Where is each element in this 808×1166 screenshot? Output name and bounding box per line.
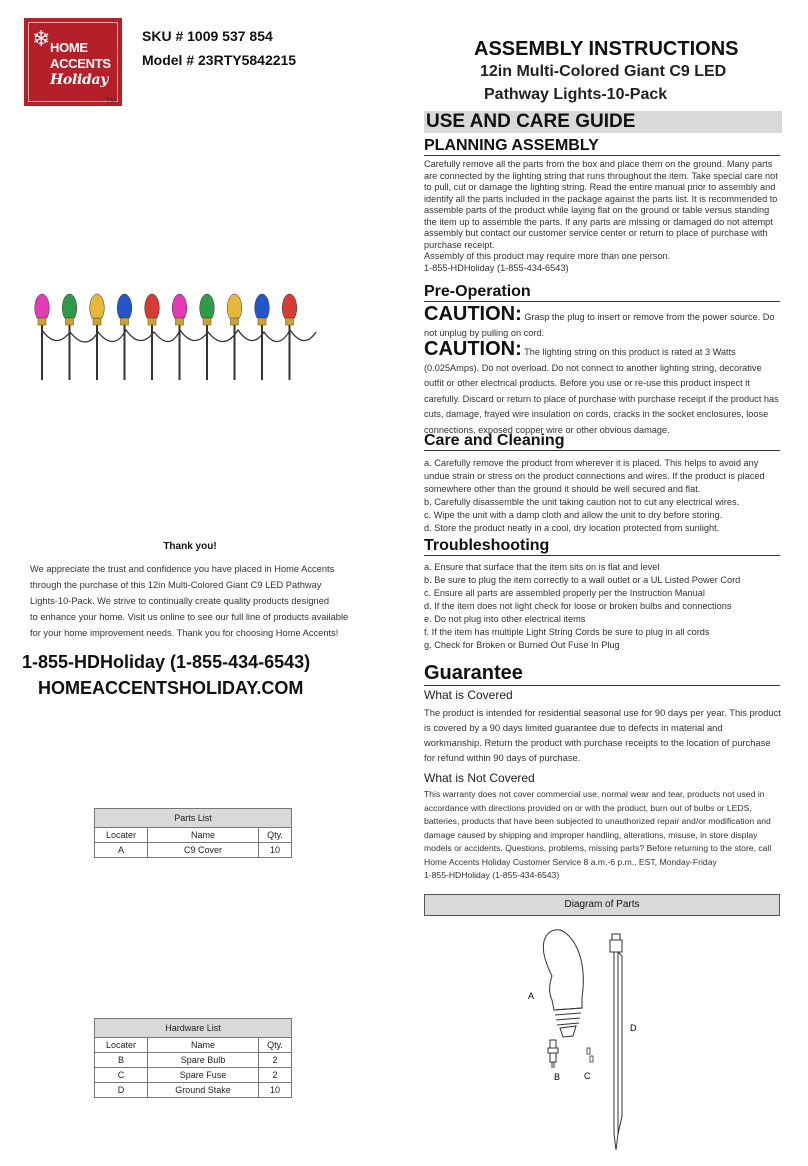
use-care-heading: USE AND CARE GUIDE (424, 111, 782, 133)
planning-body (424, 159, 782, 274)
trouble-list (424, 561, 782, 652)
model-number: Model # 23RTY5842215 (142, 52, 297, 68)
col-header: Name (148, 1038, 259, 1053)
trouble-item: g. Check for Broken or Burned Out Fuse In Plug (424, 640, 620, 650)
guarantee-heading: Guarantee (424, 662, 780, 686)
doc-title: ASSEMBLY INSTRUCTIONS (474, 38, 739, 60)
cell-name: Ground Stake (148, 1083, 259, 1098)
care-item: b. Carefully disassemble the unit taking caution not to cut any electrical wires. (424, 497, 740, 507)
caution-1 (424, 303, 782, 341)
col-header: Qty. (259, 1038, 292, 1053)
logo-text (50, 40, 111, 88)
label-d: D (630, 1023, 637, 1033)
table-header-row (95, 1038, 292, 1053)
caution-2 (424, 338, 782, 438)
hardware-list-title: Hardware List (95, 1019, 292, 1038)
table-row (95, 1083, 292, 1098)
thanks-line: to enhance your home. Visit us online to see our full line of products available (30, 612, 349, 622)
hardware-list-table (94, 1018, 292, 1098)
trademark: TM (106, 98, 117, 105)
bulb (117, 294, 132, 380)
cell-qty: 2 (259, 1068, 292, 1083)
covered-text: The product is intended for residential seasonal use for 90 days per year. This product is covered by a 90 days limited guarantee due to defects in material and workmanship. Return the product with purchase receipts to the location of purchase for refund within 90 days of purchase. (424, 707, 781, 763)
logo-line3: Holiday (50, 72, 109, 88)
caution-text-1: Grasp the plug to insert or remove from the power source. Do not unplug by pulling on cord. (424, 312, 775, 338)
bulb (255, 294, 270, 380)
not-covered-body: This warranty does not cover commercial use, normal wear and tear, products not used in accordance with directions provided on or with the product, burn out of bulbs or LEDS, batteries, products that have been subjected to unauthorized repair and/or modification and damage caused by shipping and improper handling, alterations, misuse, in store display models or accidents. Questions, problems, missing parts? Before returning to the store, call Home Accents Holiday Customer Service 8 a.m.-6 p.m., EST, Monday-Friday (424, 789, 772, 867)
care-item: c. Wipe the unit with a damp cloth and allow the unit to dry before storing. (424, 510, 723, 520)
bulb (35, 294, 50, 380)
bulb (227, 294, 242, 380)
caution-label-2: CAUTION: (424, 338, 522, 360)
trouble-item: d. If the item does not light check for loose or broken bulbs and connections (424, 601, 732, 611)
cell-name: C9 Cover (148, 843, 259, 858)
cell-qty: 10 (259, 1083, 292, 1098)
trouble-item: c. Ensure all parts are assembled properly per the Instruction Manual (424, 588, 705, 598)
cell-locater: B (95, 1053, 148, 1068)
thanks-heading: Thank you! (163, 541, 217, 552)
care-heading: Care and Cleaning (424, 432, 780, 451)
trouble-item: a. Ensure that surface that the item sits on is flat and level (424, 562, 660, 572)
col-header: Locater (95, 828, 148, 843)
caution-label-1: CAUTION: (424, 303, 522, 325)
trouble-item: e. Do not plug into other electrical items (424, 614, 586, 624)
bulb (172, 294, 187, 380)
planning-heading: PLANNING ASSEMBLY (424, 137, 780, 156)
c9-cover-drawing (543, 930, 583, 1037)
sku-number: SKU # 1009 537 854 (142, 28, 273, 44)
thanks-line: for your home improvement needs. Thank you for choosing Home Accents! (30, 628, 339, 638)
diagram-title: Diagram of Parts (424, 894, 780, 916)
covered-heading: What is Covered (424, 688, 513, 702)
col-header: Qty. (259, 828, 292, 843)
table-row (95, 1053, 292, 1068)
trouble-heading: Troubleshooting (424, 537, 780, 556)
cell-locater: A (95, 843, 148, 858)
thanks-line: through the purchase of this 12in Multi-Colored Giant C9 LED Pathway (30, 580, 322, 590)
planning-note: Assembly of this product may require more than one person. (424, 251, 671, 261)
cell-qty: 2 (259, 1053, 292, 1068)
spare-bulb-drawing (548, 1040, 558, 1068)
thanks-line: Lights-10-Pack. We strive to continually create quality products designed (30, 596, 330, 606)
contact-phone: 1-855-HDHoliday (1-855-434-6543) (22, 652, 311, 672)
cell-locater: C (95, 1068, 148, 1083)
not-covered-heading: What is Not Covered (424, 771, 535, 785)
label-b: B (554, 1072, 561, 1082)
planning-phone: 1-855-HDHoliday (1-855-434-6543) (424, 262, 569, 273)
col-header: Name (148, 828, 259, 843)
cell-name: Spare Fuse (148, 1068, 259, 1083)
table-row (95, 1068, 292, 1083)
care-item: undue strain or stress on the product connections and wires. If the product is placed (424, 471, 765, 481)
label-a: A (528, 991, 535, 1001)
product-illustration (28, 290, 358, 400)
care-item: d. Store the product neatly in a cool, dry location protected from sunlight. (424, 523, 720, 533)
parts-list-table (94, 808, 292, 858)
product-name-line1: 12in Multi-Colored Giant C9 LED (480, 63, 727, 80)
label-c: C (584, 1071, 591, 1081)
table-row (95, 843, 292, 858)
not-covered-text (424, 788, 782, 883)
thanks-line: We appreciate the trust and confidence you have placed in Home Accents (30, 564, 335, 574)
logo-line1: HOME (50, 40, 88, 55)
col-header: Locater (95, 1038, 148, 1053)
care-item: somewhere other than the ground it should be well secured and flat. (424, 484, 701, 494)
parts-list-title: Parts List (95, 809, 292, 828)
table-header-row (95, 828, 292, 843)
preop-heading: Pre-Operation (424, 283, 780, 302)
ground-stake-drawing (610, 934, 622, 1150)
snowflake-icon: ❄ (32, 26, 51, 51)
trouble-item: f. If the item has multiple Light String Cords be sure to plug in all cords (424, 627, 710, 637)
cell-name: Spare Bulb (148, 1053, 259, 1068)
guarantee-phone: 1-855-HDHoliday (1-855-434-6543) (424, 870, 560, 880)
spare-fuse-drawing (587, 1048, 593, 1062)
planning-text: Carefully remove all the parts from the box and place them on the ground. Many parts are connected by the lighting string that runs throughout the item. Take special care not to pull, cut or damage the lighting string. Read the entire manual prior to assembly and identify all the parts included in the package against the parts list. It is recommended to assemble parts of the product while laying flat on the ground or table versus standing the item up to assemble the parts. If any parts are missing or damaged do not attempt assembly but contact our customer service center or return to place of purchase with purchase receipt. (424, 159, 778, 250)
bulb (145, 294, 160, 380)
cell-locater: D (95, 1083, 148, 1098)
contact-website: HOMEACCENTSHOLIDAY.COM (38, 678, 304, 698)
thanks-text (30, 561, 370, 641)
cell-qty: 10 (259, 843, 292, 858)
parts-diagram (424, 916, 780, 1156)
logo-line2: ACCENTS (50, 56, 111, 71)
product-name-line2: Pathway Lights-10-Pack (484, 86, 668, 103)
care-item: a. Carefully remove the product from wherever it is placed. This helps to avoid any (424, 458, 759, 468)
brand-logo (24, 18, 122, 106)
care-list (424, 457, 782, 535)
trouble-item: b. Be sure to plug the item correctly to a wall outlet or a UL Listed Power Cord (424, 575, 741, 585)
caution-text-2: The lighting string on this product is rated at 3 Watts (0.025Amps). Do not overload. Do not connect to another lighting string, decorative outfit or other electrical products. Before you use or re-use this product inspect it carefully. Discard or return to place of purchase with purchase receipt if the product has cuts, damage, frayed wire insulation on cords, cracks in the socket enclosures, loose connections, exposed copper wire or other obvious damage. (424, 347, 779, 435)
